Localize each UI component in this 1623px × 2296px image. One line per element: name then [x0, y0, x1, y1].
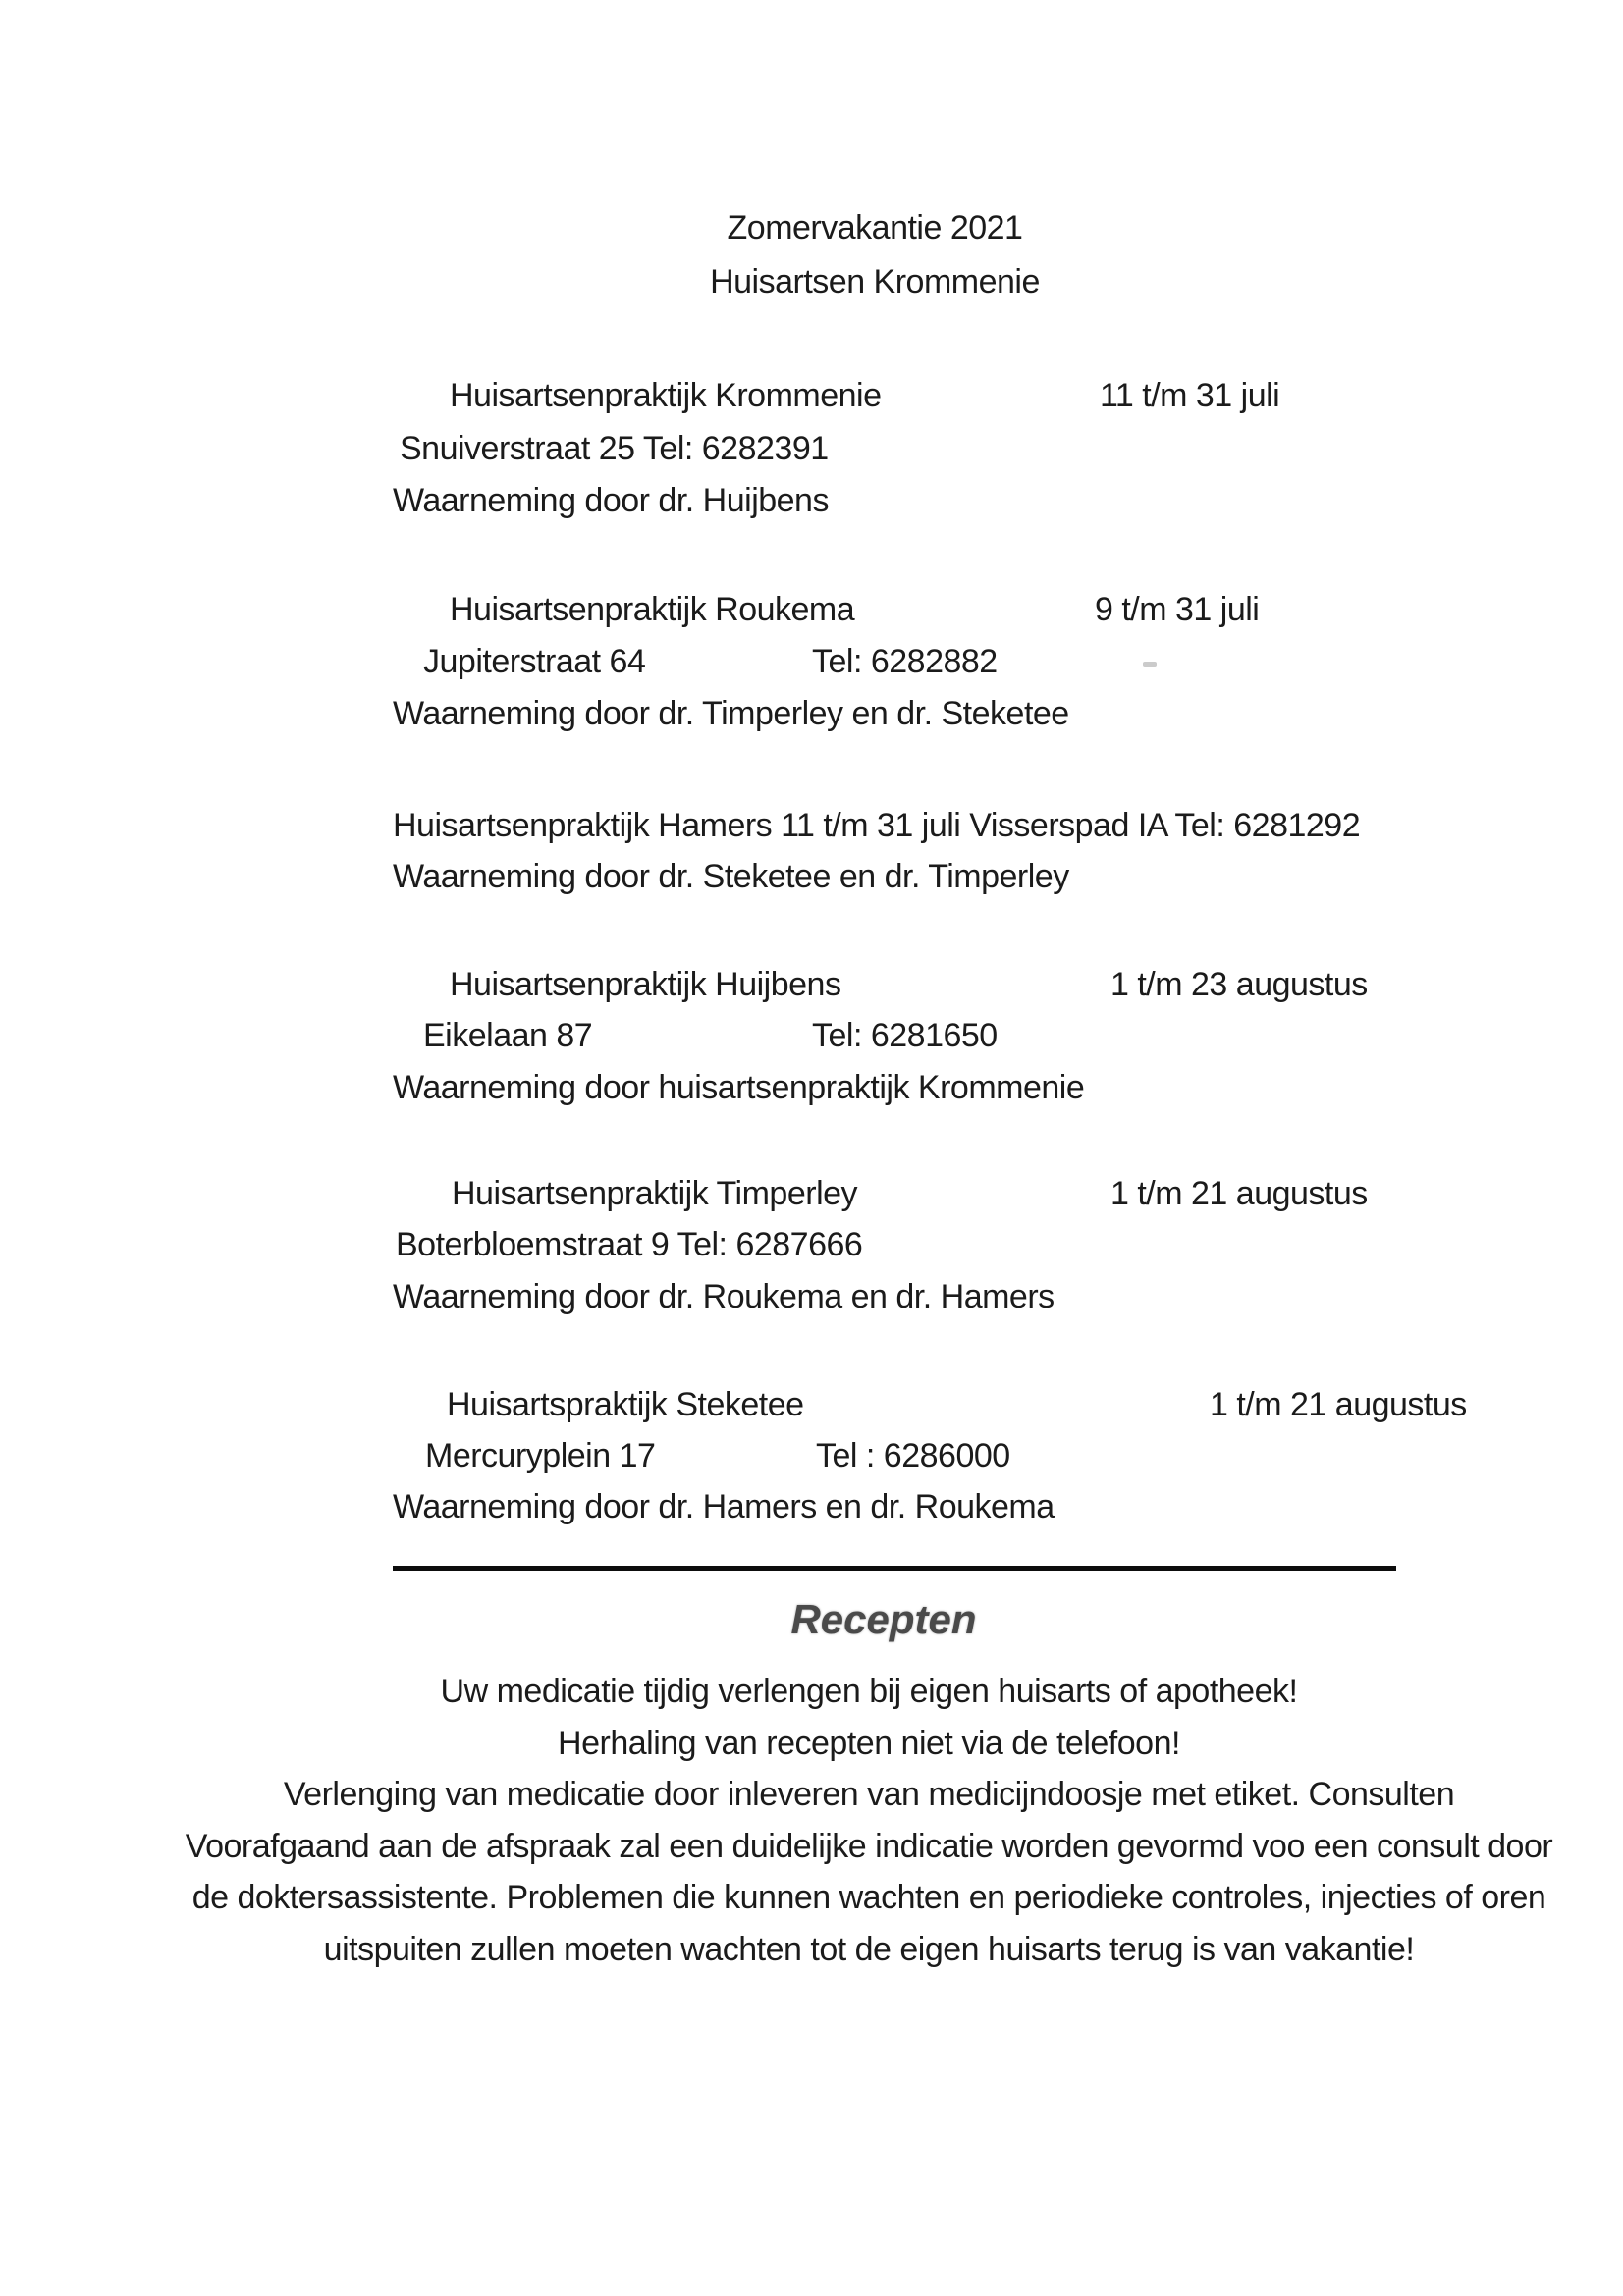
practice-row	[0, 636, 1623, 687]
practice-address: Mercuryplein 17	[425, 1437, 656, 1474]
practice-period: 1 t/m 21 augustus	[1110, 1175, 1368, 1212]
practice-note: Waarneming door dr. Roukema en dr. Hamers	[393, 1278, 1055, 1315]
practice-row	[0, 1168, 1623, 1219]
practice-name: Huisartsenpraktijk Timperley	[452, 1175, 858, 1212]
practice-address: Jupiterstraat 64	[423, 643, 646, 680]
practice-row	[0, 800, 1623, 851]
practice-period: 11 t/m 31 juli	[1100, 377, 1280, 414]
practice-row	[0, 1062, 1623, 1113]
doc-subtitle: Huisartsen Krommenie	[710, 263, 1040, 300]
doc-title: Zomervakantie 2021	[727, 209, 1023, 246]
faint-dash-artifact	[1143, 662, 1157, 667]
practice-address: Boterbloemstraat 9 Tel: 6287666	[396, 1226, 863, 1263]
practice-name: Huisartsenpraktijk Roukema	[450, 591, 855, 628]
practice-name: Huisartsenpraktijk Huijbens	[450, 966, 841, 1003]
practice-address: Snuiverstraat 25 Tel: 6282391	[400, 430, 829, 467]
practice-row	[0, 851, 1623, 902]
practice-period: 1 t/m 21 augustus	[1210, 1386, 1467, 1423]
practice-row	[0, 1379, 1623, 1430]
practice-tel: Tel: 6281650	[812, 1017, 998, 1054]
practice-row	[0, 584, 1623, 635]
practice-name: Huisartsenpraktijk Krommenie	[450, 377, 882, 414]
practice-row	[0, 1010, 1623, 1061]
practice-row	[0, 1219, 1623, 1270]
horizontal-divider	[393, 1566, 1396, 1571]
recepten-line: Verlenging van medicatie door inleveren van medicijndoosje met etiket. Consulten	[283, 1776, 1455, 1813]
recepten-line: Herhaling van recepten niet via de telefoon!	[558, 1724, 1180, 1762]
recepten-line: Voorafgaand aan de afspraak zal een duidelijke indicatie worden gevormd voo een consult door	[185, 1827, 1553, 1865]
practice-period: 9 t/m 31 juli	[1095, 591, 1260, 628]
practice-address: Eikelaan 87	[423, 1017, 593, 1054]
practice-note: Waarneming door dr. Steketee en dr. Timperley	[393, 858, 1069, 895]
practice-row	[0, 475, 1623, 526]
recepten-line: uitspuiten zullen moeten wachten tot de eigen huisarts terug is van vakantie!	[323, 1930, 1415, 1968]
practice-row	[0, 959, 1623, 1010]
practice-row	[0, 1430, 1623, 1481]
practice-period: 1 t/m 23 augustus	[1110, 966, 1368, 1003]
document-header	[127, 201, 1623, 309]
recepten-heading: Recepten	[790, 1596, 977, 1642]
practice-note: Waarneming door dr. Hamers en dr. Roukema	[393, 1488, 1055, 1525]
practice-name: Huisartspraktijk Steketee	[447, 1386, 804, 1423]
practice-tel: Tel : 6286000	[816, 1437, 1010, 1474]
practice-row	[0, 688, 1623, 739]
practice-tel: Tel: 6282882	[812, 643, 998, 680]
practice-note: Waarneming door dr. Timperley en dr. Steketee	[393, 695, 1069, 732]
practice-row	[0, 1271, 1623, 1322]
recepten-section-header	[144, 1596, 1623, 1643]
recepten-line: de doktersassistente. Problemen die kunnen wachten en periodieke controles, injecties of oren	[191, 1879, 1546, 1916]
recepten-line: Uw medicatie tijdig verlengen bij eigen huisarts of apotheek!	[440, 1673, 1298, 1710]
practice-row	[0, 370, 1623, 421]
practice-row	[0, 423, 1623, 474]
recepten-paragraph	[115, 1666, 1623, 1975]
practice-note: Waarneming door dr. Huijbens	[393, 482, 829, 519]
practice-row	[0, 1481, 1623, 1532]
practice-note: Waarneming door huisartsenpraktijk Krommenie	[393, 1069, 1085, 1106]
practice-headline: Huisartsenpraktijk Hamers 11 t/m 31 juli Visserspad IA Tel: 6281292	[393, 807, 1361, 844]
